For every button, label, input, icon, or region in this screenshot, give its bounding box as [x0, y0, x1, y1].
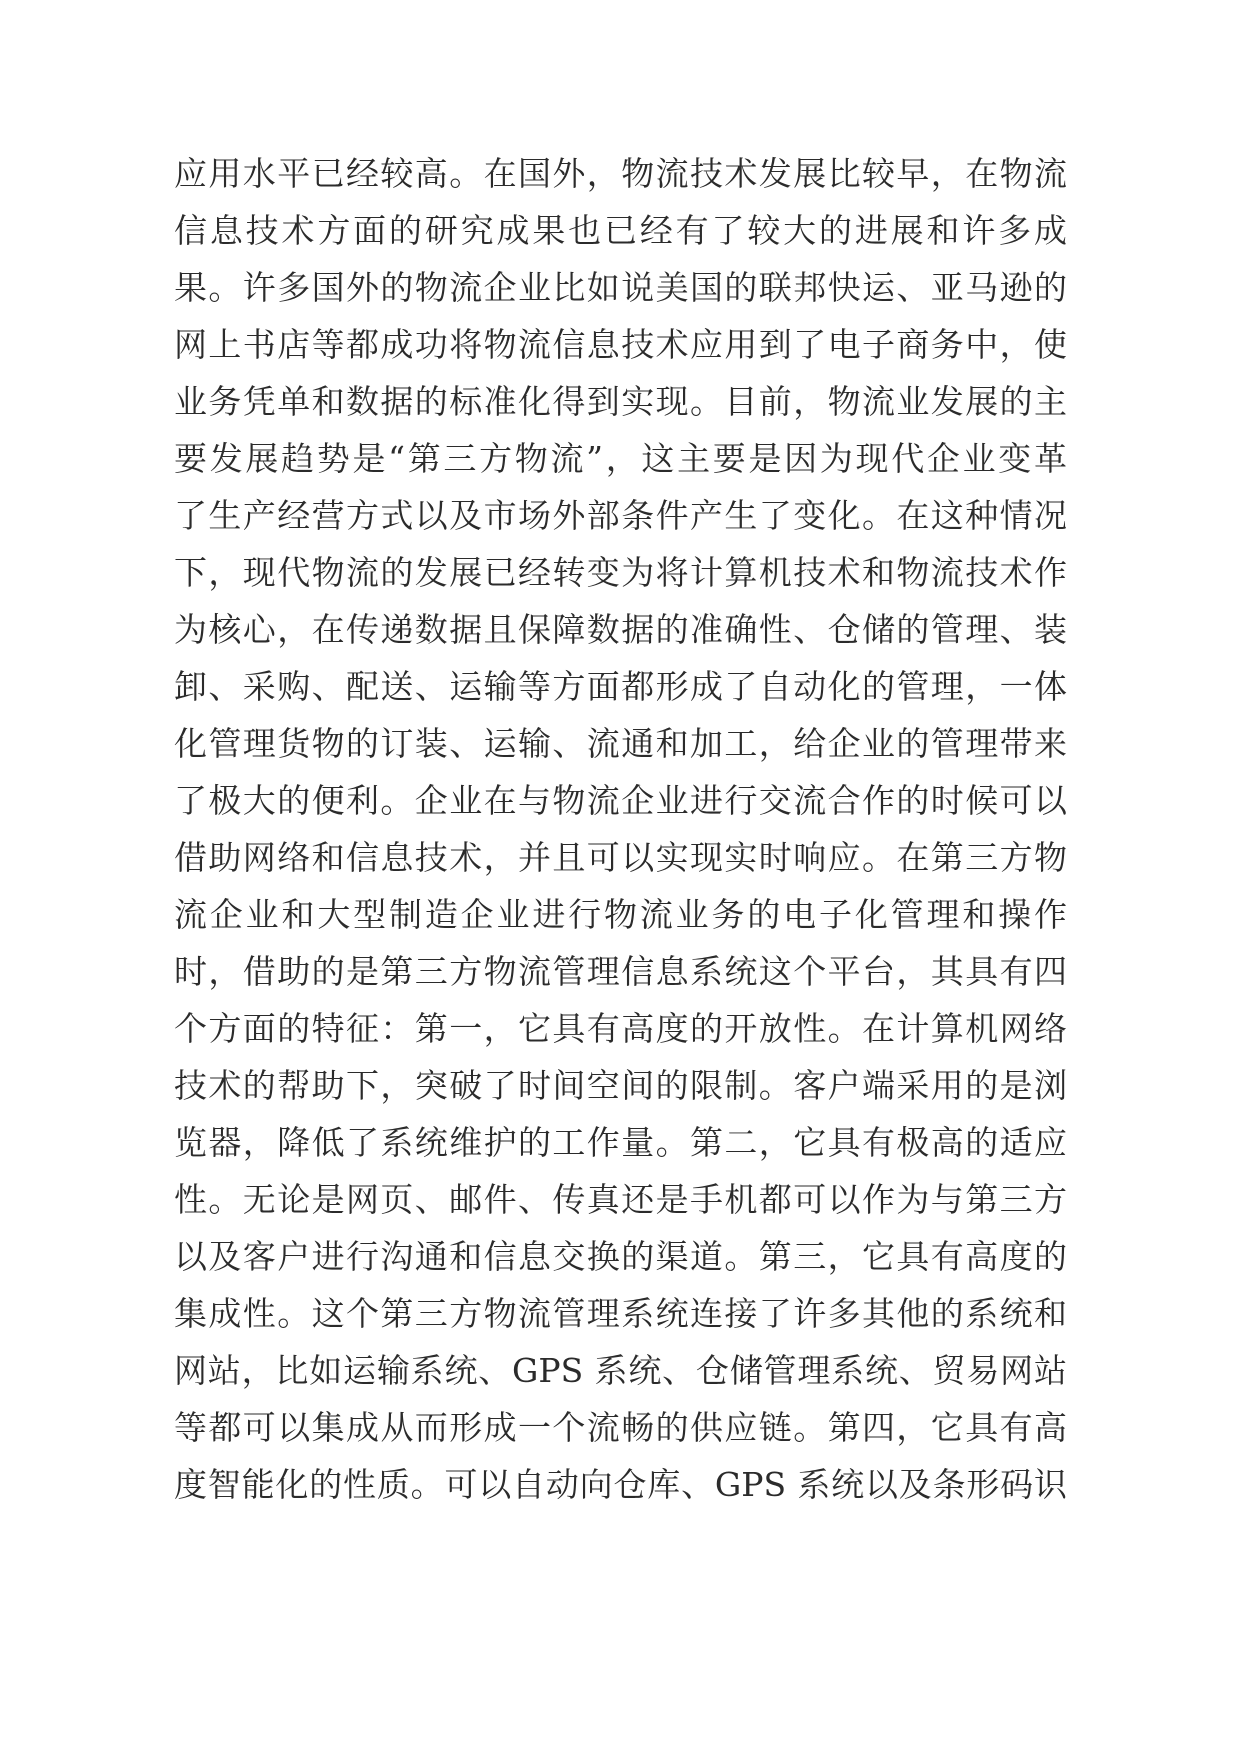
text-line: 网上书店等都成功将物流信息技术应用到了电子商务中，使: [174, 325, 1067, 364]
text-line: 借助网络和信息技术，并且可以实现实时响应。在第三方物: [174, 838, 1067, 877]
body-paragraph: [174, 145, 1067, 1513]
text-line: 下，现代物流的发展已经转变为将计算机技术和物流技术作: [174, 553, 1067, 592]
text-line: 度智能化的性质。可以自动向仓库、GPS 系统以及条形码识: [174, 1465, 1067, 1504]
text-line: 时，借助的是第三方物流管理信息系统这个平台，其具有四: [174, 952, 1067, 991]
text-line: 化管理货物的订装、运输、流通和加工，给企业的管理带来: [174, 724, 1067, 763]
text-line: 要发展趋势是“第三方物流”，这主要是因为现代企业变革: [174, 439, 1067, 478]
text-line: 流企业和大型制造企业进行物流业务的电子化管理和操作: [174, 895, 1067, 934]
text-line: 业务凭单和数据的标准化得到实现。目前，物流业发展的主: [174, 382, 1067, 421]
text-line: 网站，比如运输系统、GPS 系统、仓储管理系统、贸易网站: [174, 1351, 1067, 1390]
text-line: 集成性。这个第三方物流管理系统连接了许多其他的系统和: [174, 1294, 1067, 1333]
text-line: 技术的帮助下，突破了时间空间的限制。客户端采用的是浏: [174, 1066, 1067, 1105]
text-line: 了极大的便利。企业在与物流企业进行交流合作的时候可以: [174, 781, 1067, 820]
text-line: 性。无论是网页、邮件、传真还是手机都可以作为与第三方: [174, 1180, 1067, 1219]
text-line: 卸、采购、配送、运输等方面都形成了自动化的管理，一体: [174, 667, 1067, 706]
text-line: 览器，降低了系统维护的工作量。第二，它具有极高的适应: [174, 1123, 1067, 1162]
text-line: 果。许多国外的物流企业比如说美国的联邦快运、亚马逊的: [174, 268, 1067, 307]
text-line: 等都可以集成从而形成一个流畅的供应链。第四，它具有高: [174, 1408, 1067, 1447]
text-line: 信息技术方面的研究成果也已经有了较大的进展和许多成: [174, 211, 1067, 250]
text-line: 为核心，在传递数据且保障数据的准确性、仓储的管理、装: [174, 610, 1067, 649]
text-line: 个方面的特征：第一，它具有高度的开放性。在计算机网络: [174, 1009, 1067, 1048]
text-line: 应用水平已经较高。在国外，物流技术发展比较早，在物流: [174, 154, 1067, 193]
text-line: 以及客户进行沟通和信息交换的渠道。第三，它具有高度的: [174, 1237, 1067, 1276]
text-line: 了生产经营方式以及市场外部条件产生了变化。在这种情况: [174, 496, 1067, 535]
